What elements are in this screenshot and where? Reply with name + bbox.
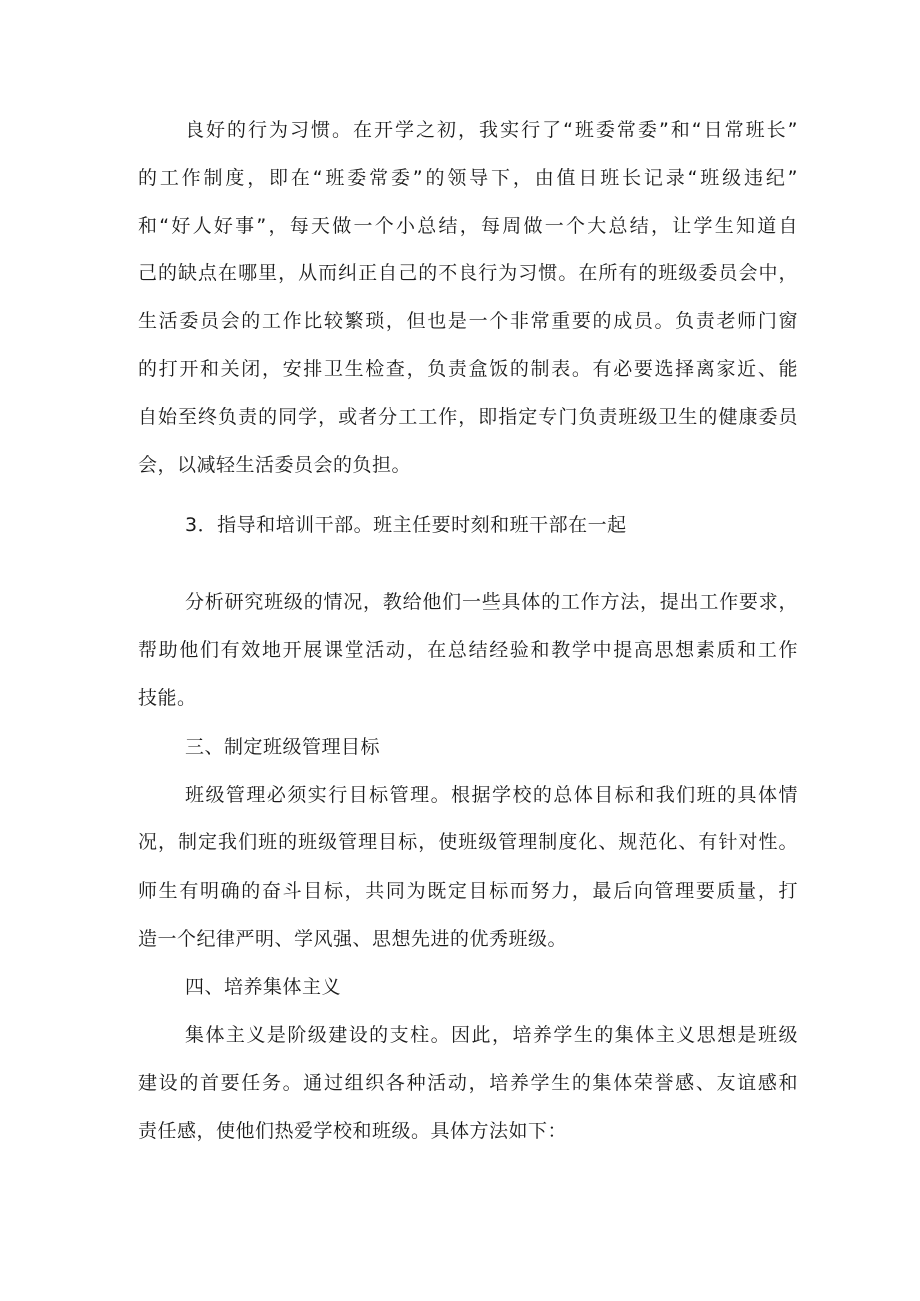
- paragraph-2-line-1: 分析研究班级的情况，教给他们一些具体的工作方法，提出工作要求，: [185, 591, 798, 613]
- item-3-heading: 3．指导和培训干部。班主任要时刻和班干部在一起: [185, 514, 627, 536]
- paragraph-2-line-2: 帮助他们有效地开展课堂活动，在总结经验和教学中提高思想素质和工作: [138, 639, 798, 661]
- paragraph-1-line-4: 己的缺点在哪里，从而纠正自己的不良行为习惯。在所有的班级委员会中，: [138, 262, 798, 284]
- paragraph-1-line-2: 的工作制度，即在“班委常委”的领导下，由值日班长记录“班级违纪”: [138, 167, 798, 189]
- paragraph-4-line-2: 建设的首要任务。通过组织各种活动，培养学生的集体荣誉感、友谊感和: [138, 1072, 798, 1094]
- section-4-heading: 四、培养集体主义: [185, 976, 342, 998]
- paragraph-1-line-5: 生活委员会的工作比较繁琐，但也是一个非常重要的成员。负责老师门窗: [138, 310, 798, 332]
- paragraph-3-line-4: 造一个纪律严明、学风强、思想先进的优秀班级。: [138, 928, 568, 950]
- paragraph-3-line-2: 况，制定我们班的班级管理目标，使班级管理制度化、规范化、有针对性。: [138, 831, 798, 853]
- paragraph-2-line-3: 技能。: [138, 687, 197, 709]
- paragraph-4-line-1: 集体主义是阶级建设的支柱。因此，培养学生的集体主义思想是班级: [185, 1024, 798, 1046]
- paragraph-1-line-7: 自始至终负责的同学，或者分工工作，即指定专门负责班级卫生的健康委员: [138, 406, 798, 428]
- paragraph-1-line-1: 良好的行为习惯。在开学之初，我实行了“班委常委”和“日常班长”: [185, 119, 798, 141]
- paragraph-1-line-6: 的打开和关闭，安排卫生检查，负责盒饭的制表。有必要选择离家近、能: [138, 358, 798, 380]
- paragraph-1-line-3: 和“好人好事”，每天做一个小总结，每周做一个大总结，让学生知道自: [138, 215, 798, 237]
- section-3-heading: 三、制定班级管理目标: [185, 736, 381, 758]
- paragraph-3-line-3: 师生有明确的奋斗目标，共同为既定目标而努力，最后向管理要质量，打: [138, 880, 798, 902]
- paragraph-1-line-8: 会，以减轻生活委员会的负担。: [138, 454, 412, 476]
- paragraph-3-line-1: 班级管理必须实行目标管理。根据学校的总体目标和我们班的具体情: [185, 784, 798, 806]
- paragraph-4-line-3: 责任感，使他们热爱学校和班级。具体方法如下：: [138, 1120, 568, 1142]
